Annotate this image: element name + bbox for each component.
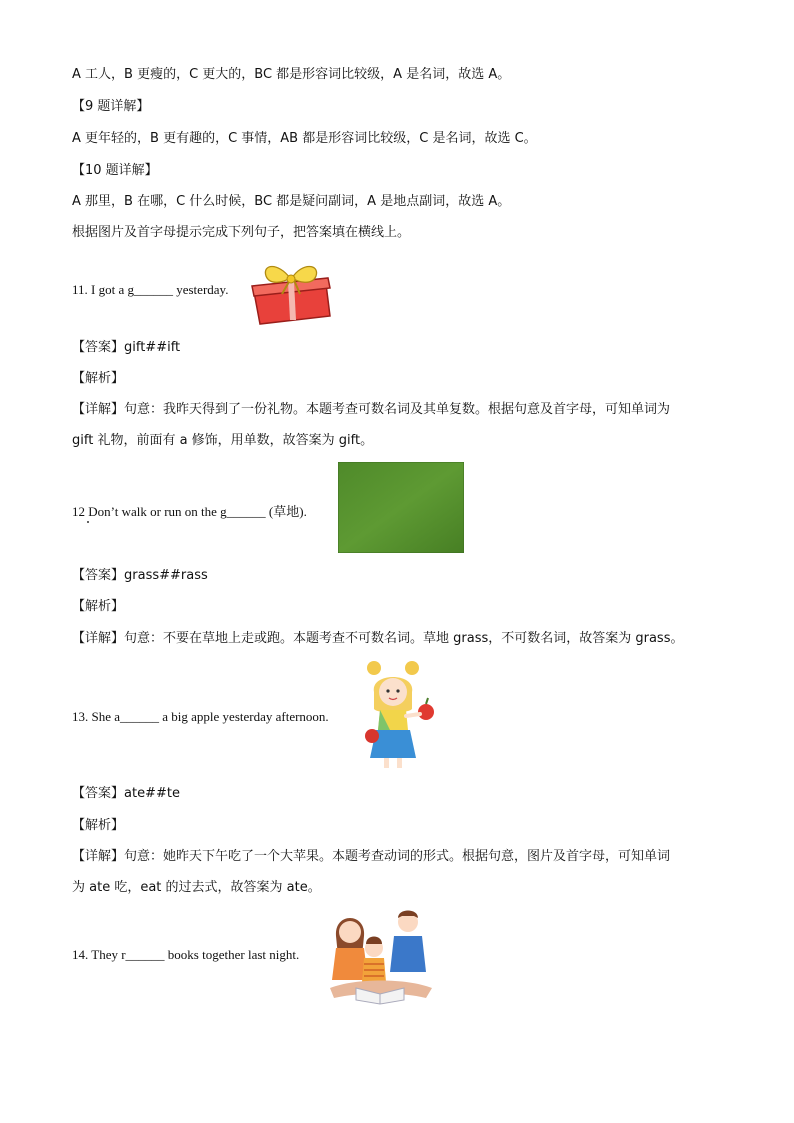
section-heading: 【9 题详解】 [72, 99, 150, 114]
family-reading-image [326, 908, 434, 1006]
answer-13: 【答案】ate##te [72, 786, 180, 801]
section-heading: 【10 题详解】 [72, 163, 158, 178]
explanation-line: A 工人，B 更瘦的，C 更大的，BC 都是形容词比较级，A 是名词，故选 A。 [72, 67, 511, 82]
girl-with-apple-image [362, 658, 438, 772]
analysis-11: 【解析】 [72, 371, 125, 386]
detail-13-line1: 【详解】句意：她昨天下午吃了一个大苹果。本题考查动词的形式。根据句意，图片及首字母，可知单词 [72, 849, 671, 864]
question-13: 13. She a______ a big apple yesterday afternoon. [72, 709, 329, 724]
question-12: 12 Don’t walk or run on the g______ (草地). [72, 504, 307, 519]
question-11: 11. I got a g______ yesterday. [72, 282, 229, 297]
answer-12: 【答案】grass##rass [72, 568, 208, 583]
stray-dot [87, 521, 89, 523]
explanation-line: A 更年轻的，B 更有趣的，C 事情，AB 都是形容词比较级，C 是名词，故选 C。 [72, 131, 537, 146]
grass-lawn-image [338, 462, 464, 553]
explanation-line: A 那里，B 在哪，C 什么时候，BC 都是疑问副词，A 是地点副词，故选 A。 [72, 194, 511, 209]
question-14: 14. They r______ books together last night. [72, 947, 300, 962]
gift-box-image [248, 262, 334, 328]
instruction-line: 根据图片及首字母提示完成下列句子，把答案填在横线上。 [72, 225, 411, 240]
detail-11-line1: 【详解】句意：我昨天得到了一份礼物。本题考查可数名词及其单复数。根据句意及首字母，可知单词为 [72, 402, 671, 417]
analysis-12: 【解析】 [72, 599, 125, 614]
detail-11-line2: gift 礼物，前面有 a 修饰，用单数，故答案为 gift。 [72, 433, 374, 448]
analysis-13: 【解析】 [72, 818, 125, 833]
detail-12-line1: 【详解】句意：不要在草地上走或跑。本题考查不可数名词。草地 grass，不可数名词，故答案为 grass。 [72, 631, 684, 646]
detail-13-line2: 为 ate 吃，eat 的过去式，故答案为 ate。 [72, 880, 321, 895]
answer-11: 【答案】gift##ift [72, 340, 181, 355]
